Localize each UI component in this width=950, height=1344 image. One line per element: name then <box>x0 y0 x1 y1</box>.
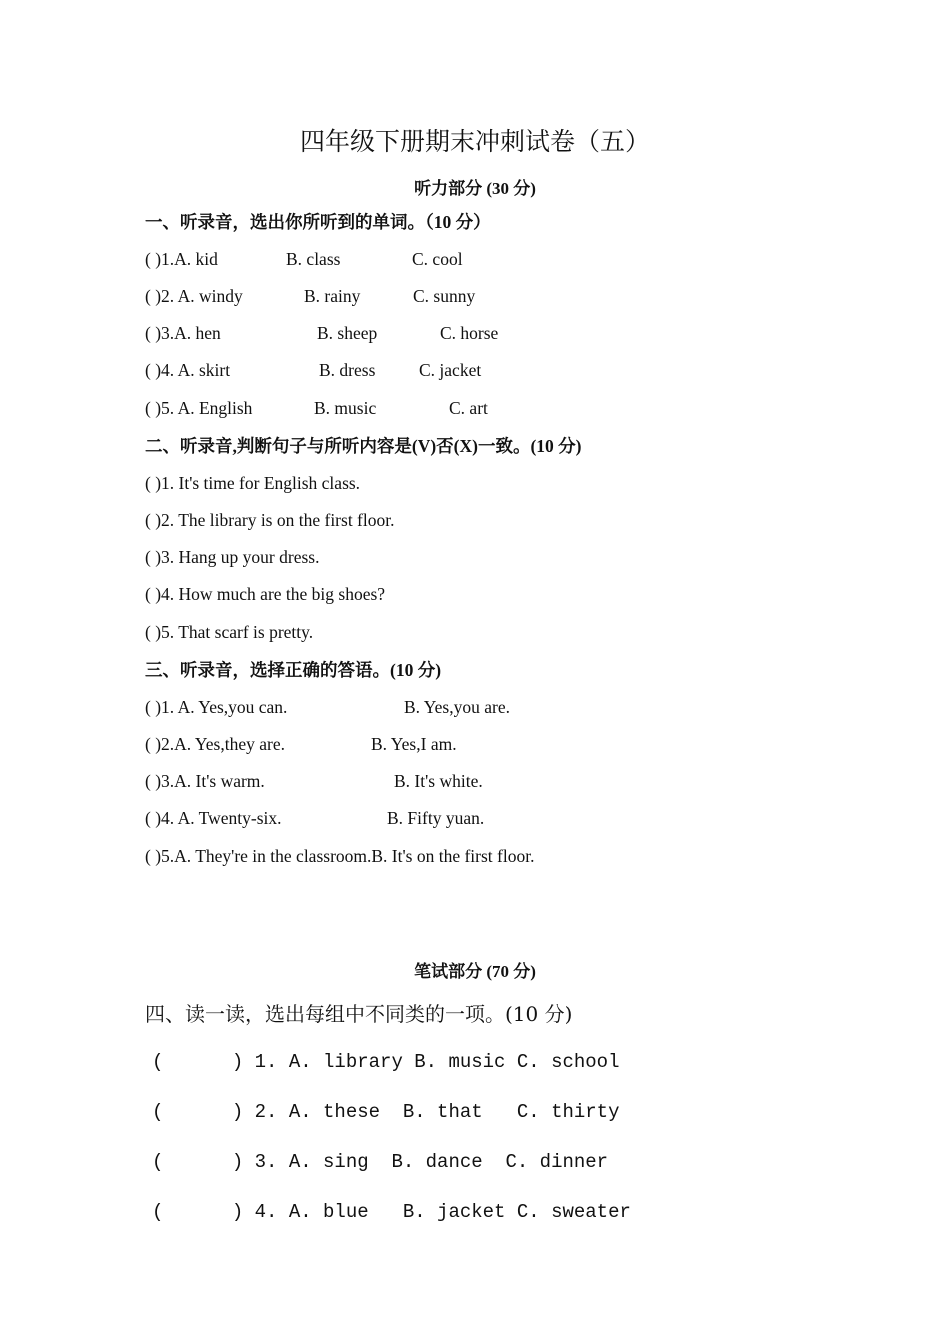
item-option-a: ( )1. A. Yes,you can. <box>145 697 288 717</box>
part2-item-2: ( )2. The library is on the first floor. <box>145 510 395 530</box>
item-option-a: ( )4. A. skirt <box>145 360 231 380</box>
part2-item-1: ( )1. It's time for English class. <box>145 473 361 493</box>
item-option-a: ( )2. A. windy <box>145 286 243 306</box>
item-option-c: C. sunny <box>413 286 476 306</box>
item-option-b: B. Yes,you are. <box>404 697 510 717</box>
exam-title: 四年级下册期末冲刺试卷（五） <box>299 127 650 156</box>
item-option-b: B. Yes,I am. <box>371 734 457 754</box>
item-option-a: ( )1.A. kid <box>145 249 218 269</box>
part2-item-4: ( )4. How much are the big shoes? <box>145 584 386 604</box>
item-option-a: ( )5.A. They're in the classroom.B. It's on the first floor. <box>145 846 535 866</box>
item-option-b: B. class <box>286 249 341 269</box>
part4-item-3: ( ) 3. A. sing B. dance C. dinner <box>152 1151 609 1173</box>
item-option-b: B. dress <box>319 360 376 380</box>
item-option-a: ( )5. A. English <box>145 398 253 418</box>
part4-item-1: ( ) 1. A. library B. music C. school <box>152 1051 620 1073</box>
part4-item-4: ( ) 4. A. blue B. jacket C. sweater <box>152 1201 631 1223</box>
item-option-c: C. cool <box>412 249 463 269</box>
part2-item-5: ( )5. That scarf is pretty. <box>145 622 314 642</box>
item-option-c: C. horse <box>440 323 499 343</box>
item-option-b: B. It's white. <box>394 771 483 791</box>
item-option-b: B. Fifty yuan. <box>387 808 485 828</box>
item-option-a: ( )4. A. Twenty-six. <box>145 808 282 828</box>
writing-section-header: 笔试部分 (70 分) <box>414 962 536 981</box>
part1-heading: 一、听录音，选出你所听到的单词。（10 分） <box>145 212 491 232</box>
item-option-c: C. art <box>449 398 488 418</box>
item-option-a: ( )3.A. hen <box>145 323 221 343</box>
part3-heading: 三、听录音，选择正确的答语。(10 分) <box>145 660 442 680</box>
item-option-b: B. music <box>314 398 377 418</box>
item-option-a: ( )3.A. It's warm. <box>145 771 265 791</box>
part4-item-2: ( ) 2. A. these B. that C. thirty <box>152 1101 620 1123</box>
item-option-b: B. sheep <box>317 323 378 343</box>
item-option-b: B. rainy <box>304 286 361 306</box>
listening-section-header: 听力部分 (30 分) <box>414 179 536 198</box>
part4-heading: 四、读一读，选出每组中不同类的一项。(10 分) <box>145 1002 573 1026</box>
item-option-a: ( )2.A. Yes,they are. <box>145 734 285 754</box>
part2-item-3: ( )3. Hang up your dress. <box>145 547 320 567</box>
part2-heading: 二、听录音,判断句子与所听内容是(V)否(X)一致。(10 分) <box>145 436 582 456</box>
item-option-c: C. jacket <box>419 360 482 380</box>
